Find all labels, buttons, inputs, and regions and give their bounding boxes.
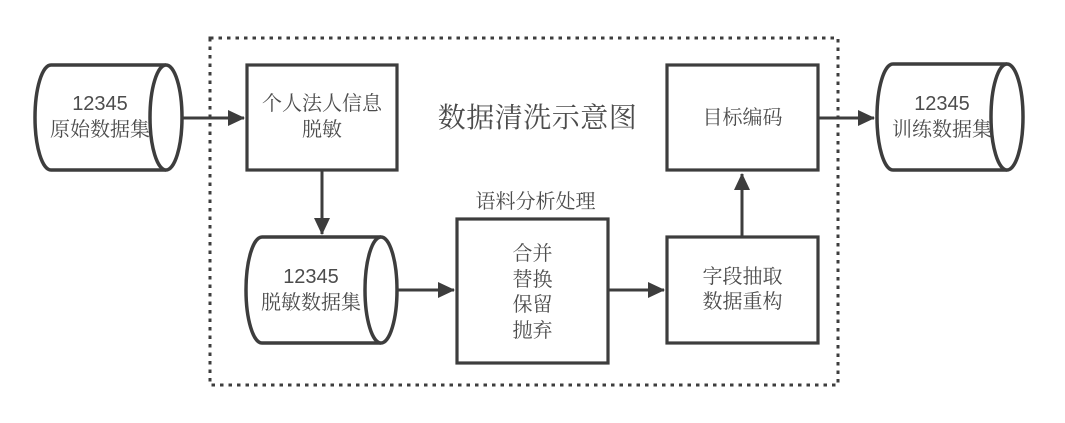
original-dataset-line: 12345 bbox=[72, 93, 128, 115]
corpus-op-item: 替换 bbox=[512, 268, 553, 291]
corpus-process-caption: 语料分析处理 bbox=[475, 191, 596, 213]
field-extraction-label bbox=[667, 265, 818, 315]
corpus-op-item: 抛弃 bbox=[512, 319, 553, 342]
training-dataset-label bbox=[877, 91, 1007, 143]
training-dataset-line: 训练数据集 bbox=[892, 119, 992, 141]
desensitize-line: 脱敏 bbox=[302, 118, 342, 141]
corpus-op-item: 保留 bbox=[512, 294, 553, 316]
original-dataset-line: 原始数据集 bbox=[50, 119, 150, 141]
corpus-operations-list bbox=[457, 242, 608, 344]
desensitize-label bbox=[247, 92, 397, 143]
desensitized-dataset-label bbox=[246, 264, 376, 316]
desensitized-dataset-line: 脱敏数据集 bbox=[261, 292, 361, 314]
desensitized-dataset-line: 12345 bbox=[283, 266, 339, 288]
training-dataset-line: 12345 bbox=[914, 93, 970, 115]
desensitize-line: 个人法人信息 bbox=[262, 93, 382, 115]
field-extraction-line: 字段抽取 bbox=[702, 266, 783, 288]
original-dataset-label bbox=[35, 91, 165, 143]
corpus-op-item: 合并 bbox=[512, 243, 553, 265]
diagram-title: 数据清洗示意图 bbox=[437, 102, 638, 133]
field-extraction-line: 数据重构 bbox=[702, 291, 783, 313]
target-encoding-label: 目标编码 bbox=[702, 107, 783, 129]
